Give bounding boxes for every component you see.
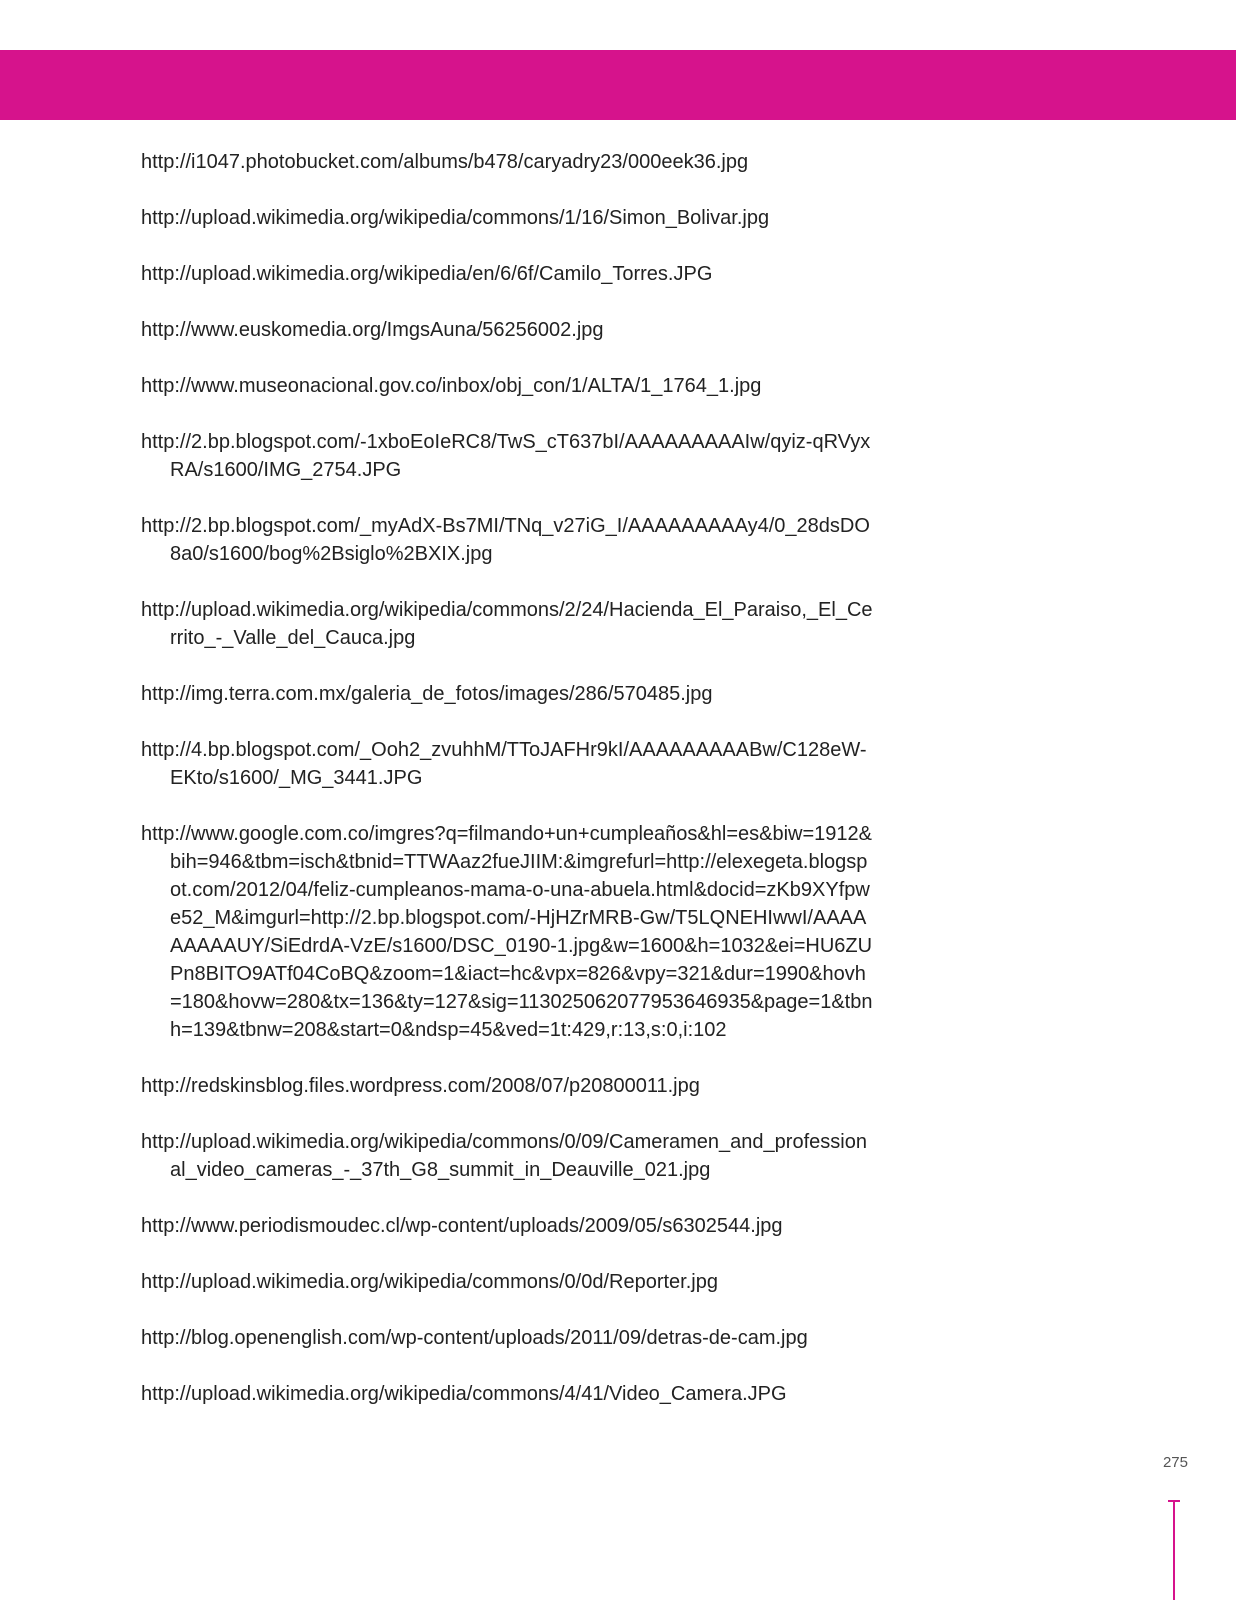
reference-url: http://4.bp.blogspot.com/_Ooh2_zvuhhM/TToJAFHr9kI/AAAAAAAAABw/C128eW-EKto/s1600/_MG_3441.JPG: [141, 739, 867, 789]
reference-url: http://img.terra.com.mx/galeria_de_fotos/images/286/570485.jpg: [141, 683, 713, 705]
margin-rule: [1173, 1500, 1175, 1600]
reference-url: http://upload.wikimedia.org/wikipedia/commons/0/09/Cameramen_and_professional_video_cameras_-_37th_G8_summit_in_Deauville_021.jpg: [141, 1131, 867, 1181]
page-number: 275: [1162, 1454, 1188, 1471]
reference-url: http://www.periodismoudec.cl/wp-content/uploads/2009/05/s6302544.jpg: [141, 1215, 783, 1237]
image-source-list: [141, 148, 877, 1436]
reference-url: http://i1047.photobucket.com/albums/b478/caryadry23/000eek36.jpg: [141, 151, 749, 173]
reference-url: http://upload.wikimedia.org/wikipedia/commons/2/24/Hacienda_El_Paraiso,_El_Cerrito_-_Valle_del_Cauca.jpg: [141, 599, 873, 649]
reference-url: http://upload.wikimedia.org/wikipedia/commons/0/0d/Reporter.jpg: [141, 1271, 718, 1293]
reference-url: http://2.bp.blogspot.com/-1xboEoIeRC8/TwS_cT637bI/AAAAAAAAAIw/qyiz-qRVyxRA/s1600/IMG_2754.JPG: [141, 431, 871, 481]
reference-url: http://upload.wikimedia.org/wikipedia/en/6/6f/Camilo_Torres.JPG: [141, 263, 713, 285]
reference-url: http://www.euskomedia.org/ImgsAuna/56256002.jpg: [141, 319, 604, 341]
reference-url: http://upload.wikimedia.org/wikipedia/commons/1/16/Simon_Bolivar.jpg: [141, 207, 770, 229]
reference-url: http://2.bp.blogspot.com/_myAdX-Bs7MI/TNq_v27iG_I/AAAAAAAAAy4/0_28dsDO8a0/s1600/bog%2Bsiglo%2BXIX.jpg: [141, 515, 870, 565]
reference-url: http://www.museonacional.gov.co/inbox/obj_con/1/ALTA/1_1764_1.jpg: [141, 375, 762, 397]
reference-url: http://upload.wikimedia.org/wikipedia/commons/4/41/Video_Camera.JPG: [141, 1383, 787, 1405]
reference-url: http://www.google.com.co/imgres?q=filmando+un+cumpleaños&hl=es&biw=1912&bih=946&tbm=isch&tbnid=TTWAaz2fueJIIM:&imgrefurl=http://elexegeta.blogspot.com/2012/04/feliz-cumpleanos-mama-o-una-abuela.html&docid=zKb9XYfpwe52_M&imgurl=http://2.bp.blogspot.com/-HjHZrMRB-Gw/T5LQNEHIwwI/AAAAAAAAAUY/SiEdrdA-VzE/s1600/DSC_0190-1.jpg&w=1600&h=1032&ei=HU6ZUPn8BITO9ATf04CoBQ&zoom=1&iact=hc&vpx=826&vpy=321&dur=1990&hovh=180&hovw=280&tx=136&ty=127&sig=113025062077953646935&page=1&tbnh=139&tbnw=208&start=0&ndsp=45&ved=1t:429,r:13,s:0,i:102: [141, 823, 873, 1041]
reference-url: http://blog.openenglish.com/wp-content/uploads/2011/09/detras-de-cam.jpg: [141, 1327, 808, 1349]
header-color-band: [0, 50, 1236, 120]
reference-url: http://redskinsblog.files.wordpress.com/2008/07/p20800011.jpg: [141, 1075, 700, 1097]
